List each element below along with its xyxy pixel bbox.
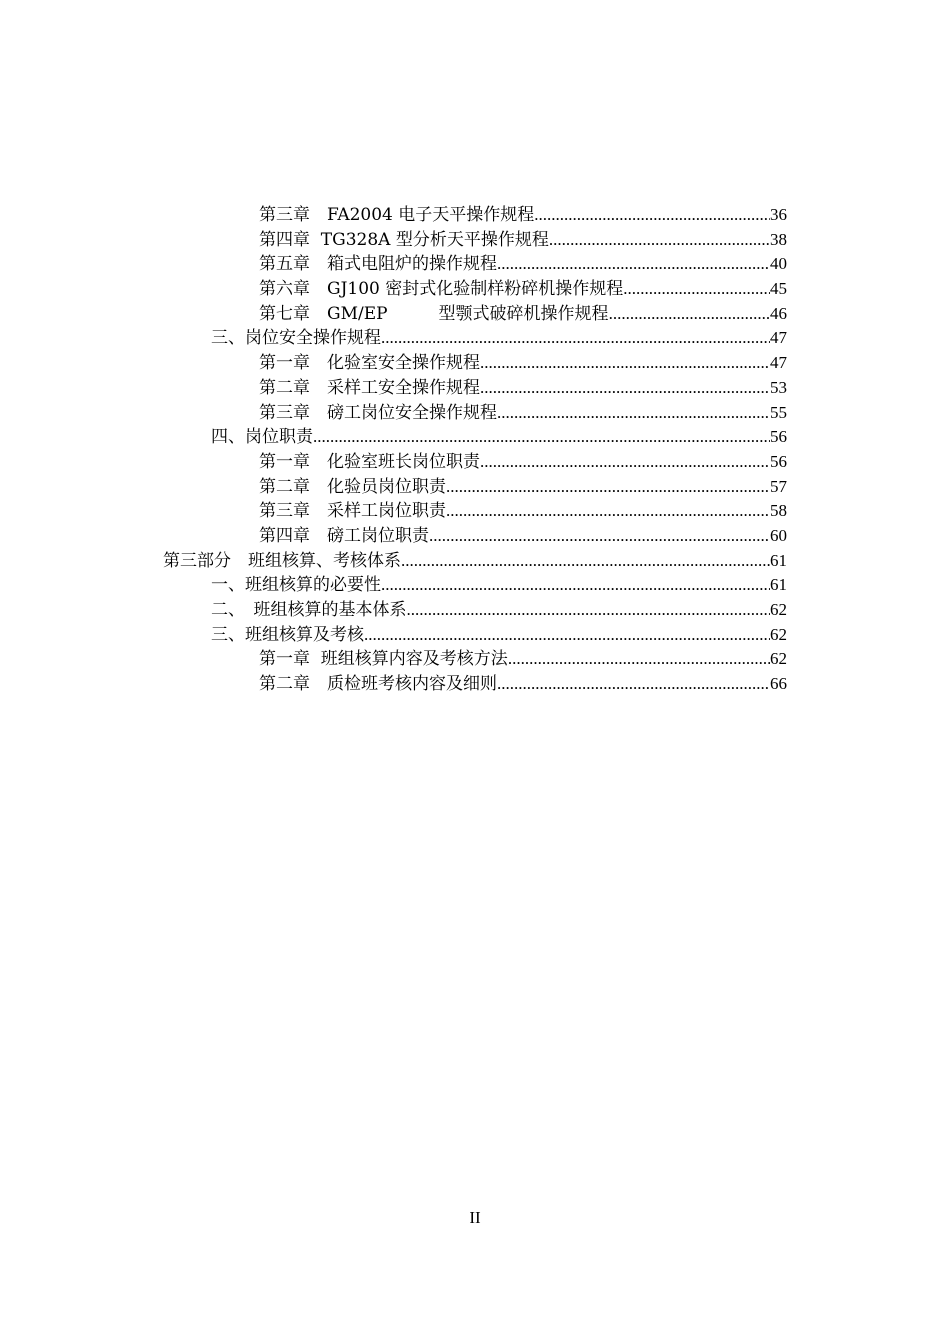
- toc-entry[interactable]: [0, 672, 950, 697]
- toc-dot-leader: [446, 475, 770, 500]
- toc-entry-title: 第四章 TG328A 型分析天平操作规程: [259, 229, 549, 250]
- toc-entry-page: 46: [770, 303, 787, 323]
- toc-dot-leader: [497, 672, 770, 697]
- toc-entry[interactable]: [0, 450, 950, 475]
- toc-dot-leader: [429, 524, 770, 549]
- toc-entry[interactable]: [0, 524, 950, 549]
- toc-entry-title: 第六章 GJ100 密封式化验制样粉碎机操作规程: [259, 279, 624, 300]
- toc-dot-leader: [401, 549, 770, 574]
- toc-entry-title: 第一章 化验室班长岗位职责: [259, 451, 480, 472]
- toc-entry-page: 61: [770, 550, 787, 570]
- toc-entry-title: 一、班组核算的必要性: [211, 575, 381, 596]
- toc-entry-page: 60: [770, 525, 787, 545]
- toc-dot-leader: [623, 277, 770, 302]
- toc-dot-leader: [549, 228, 770, 253]
- toc-entry[interactable]: [0, 623, 950, 648]
- toc-entry[interactable]: [0, 277, 950, 302]
- toc-entry-title: 二、 班组核算的基本体系: [211, 600, 407, 620]
- toc-entry-title: 第三章 采样工岗位职责: [259, 501, 446, 522]
- toc-entry[interactable]: [0, 573, 950, 598]
- toc-entry[interactable]: [0, 252, 950, 277]
- toc-entry[interactable]: [0, 228, 950, 253]
- toc-dot-leader: [480, 376, 770, 401]
- toc-dot-leader: [381, 326, 770, 351]
- toc-entry-page: 62: [770, 600, 787, 619]
- toc-entry[interactable]: [0, 351, 950, 376]
- toc-entry[interactable]: [0, 425, 950, 450]
- toc-dot-leader: [497, 252, 770, 277]
- toc-entry[interactable]: [0, 401, 950, 426]
- toc-entry-title: 第二章 采样工安全操作规程: [259, 377, 480, 398]
- toc-dot-leader: [407, 598, 771, 623]
- toc-dot-leader: [508, 647, 770, 672]
- toc-dot-leader: [313, 425, 770, 450]
- toc-entry-title: 三、班组核算及考核: [211, 624, 364, 645]
- toc-entry-title: 三、岗位安全操作规程: [211, 328, 381, 349]
- toc-entry-page: 45: [770, 279, 787, 299]
- toc-entry-page: 47: [770, 353, 787, 373]
- toc-entry[interactable]: [0, 475, 950, 500]
- toc-dot-leader: [534, 203, 770, 228]
- toc-entry[interactable]: [0, 549, 950, 574]
- toc-entry-page: 62: [770, 624, 787, 644]
- toc-entry-title: 第三章 磅工岗位安全操作规程: [259, 402, 497, 423]
- toc-entry-title: 第五章 箱式电阻炉的操作规程: [259, 254, 497, 275]
- toc-dot-leader: [497, 401, 770, 426]
- toc-entry-title: 第三部分 班组核算、考核体系: [163, 550, 401, 571]
- toc-entry-page: 36: [770, 205, 787, 224]
- toc-entry-title: 四、岗位职责: [211, 427, 313, 448]
- toc-entry-page: 62: [770, 649, 787, 669]
- toc-entry-title: 第二章 化验员岗位职责: [259, 476, 446, 497]
- toc-dot-leader: [480, 450, 770, 475]
- toc-entry-title: 第三章 FA2004 电子天平操作规程: [259, 205, 535, 225]
- toc-entry[interactable]: [0, 302, 950, 327]
- toc-dot-leader: [609, 302, 770, 327]
- toc-entry-page: 40: [770, 254, 787, 274]
- toc-entry-title: 第二章 质检班考核内容及细则: [259, 674, 497, 695]
- toc-dot-leader: [446, 499, 770, 524]
- toc-entry-page: 47: [770, 328, 787, 348]
- toc-entry-page: 66: [770, 674, 787, 694]
- toc-entry-page: 57: [770, 476, 787, 496]
- toc-entry-title: 第一章 化验室安全操作规程: [259, 353, 480, 374]
- toc-entry[interactable]: [0, 647, 950, 672]
- toc-entry[interactable]: [0, 499, 950, 524]
- toc-entry[interactable]: [0, 376, 950, 401]
- toc-entry-page: 58: [770, 501, 787, 521]
- toc-entry-page: 61: [770, 575, 787, 595]
- page-number: II: [469, 1208, 481, 1227]
- toc-entry-page: 56: [770, 427, 787, 447]
- toc-dot-leader: [364, 623, 770, 648]
- toc-entry[interactable]: [0, 326, 950, 351]
- toc-entry-page: 38: [770, 229, 787, 249]
- toc-entry-title: 第四章 磅工岗位职责: [259, 525, 429, 546]
- toc-entry-page: 53: [770, 377, 787, 397]
- toc-entry-title: 第七章 GM/EP 型颚式破碎机操作规程: [259, 303, 609, 324]
- toc-entry-title: 第一章 班组核算内容及考核方法: [259, 649, 508, 670]
- toc-entry-page: 56: [770, 451, 787, 471]
- toc-entry[interactable]: [0, 598, 950, 623]
- table-of-contents: [0, 203, 950, 697]
- toc-dot-leader: [480, 351, 770, 376]
- toc-entry[interactable]: [0, 203, 950, 228]
- toc-entry-page: 55: [770, 402, 787, 422]
- toc-dot-leader: [381, 573, 770, 598]
